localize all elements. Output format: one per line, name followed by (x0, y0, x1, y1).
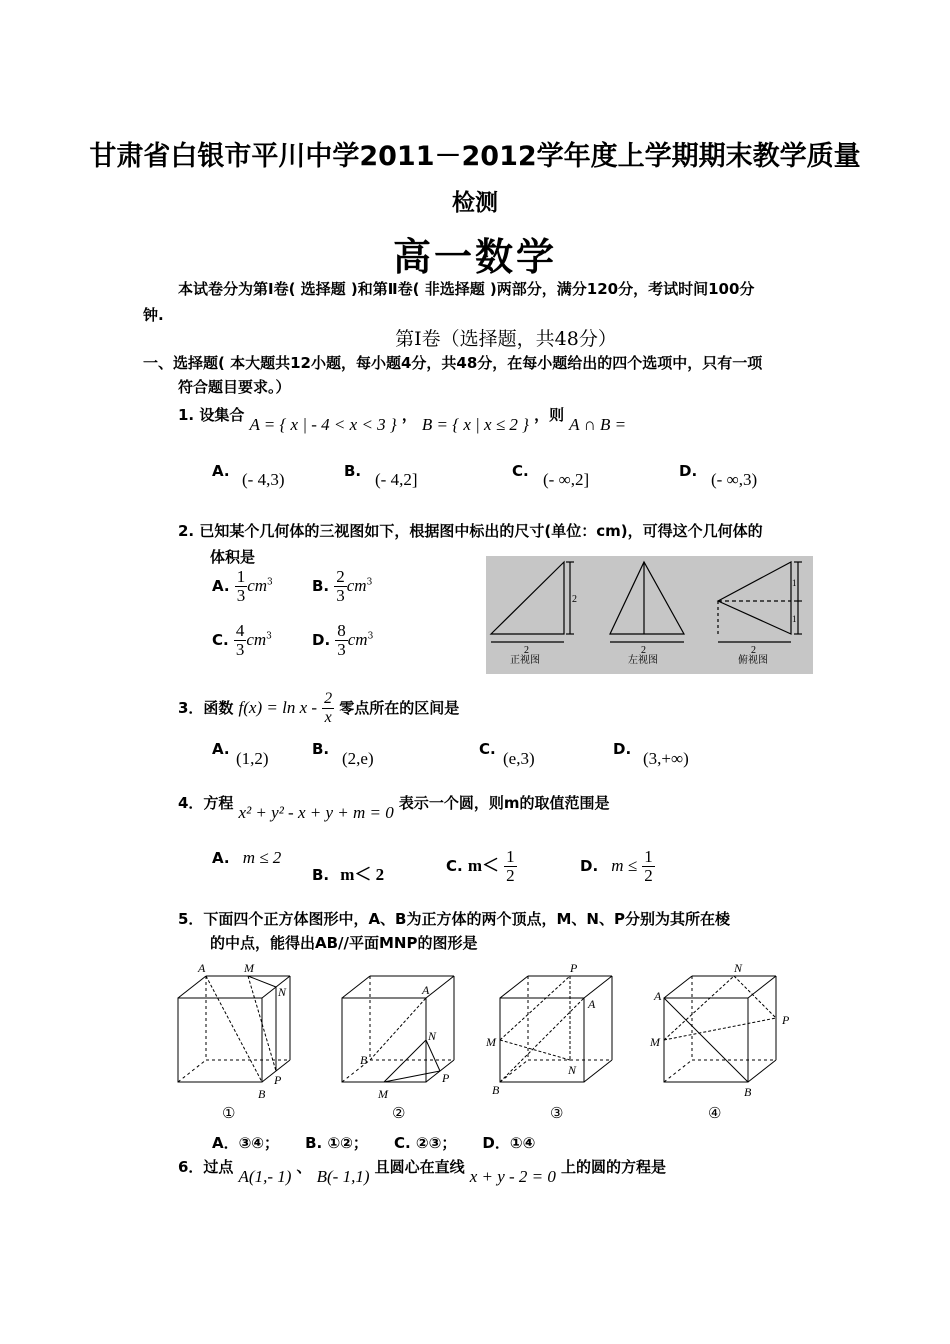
q4-label-a: A. (212, 849, 230, 867)
q1-option-b: (- 4,2] (375, 470, 418, 489)
q2-stem-line2: 体积是 (210, 548, 256, 566)
cube4-N: N (734, 961, 743, 975)
q6-stem: 6．过点 (178, 1158, 234, 1176)
q2-option-a (212, 568, 273, 605)
q2-option-d (312, 622, 373, 659)
q2-den-a: 3 (236, 586, 246, 605)
q2-unit-exp-b: 3 (366, 577, 373, 588)
q4-label-d: D. (580, 857, 599, 875)
q3-frac-den: x (324, 709, 332, 726)
q3-frac-num: 2 (324, 690, 333, 707)
q3-option-c: (e,3) (503, 749, 535, 768)
q2-option-b (312, 568, 372, 605)
q4-options (212, 848, 281, 868)
q2-unit-b: cm (346, 576, 367, 595)
q2-label-d: D. (312, 631, 331, 649)
part1-heading: 第Ⅰ卷（选择题，共48分） (395, 328, 617, 350)
q2-den-c: 3 (235, 640, 245, 659)
q4-stem: 4．方程 (178, 794, 234, 812)
cube4-B: B (744, 1085, 752, 1099)
q2-unit-exp-a: 3 (267, 577, 273, 588)
q2-unit-c: cm (246, 630, 267, 649)
q4-label-b: B. (312, 866, 330, 884)
front-width-label: 2 (524, 645, 529, 656)
q6-point-b: B(- 1,1) (316, 1167, 370, 1186)
q3-option-a: (1,2) (236, 749, 269, 768)
question-3 (178, 690, 459, 727)
q2-stem-line1: 2. 已知某个几何体的三视图如下，根据图中标出的尺寸(单位：cm)，可得这个几何体的 (178, 522, 763, 540)
cube3-B: B (492, 1083, 500, 1097)
cube2-A: A (422, 983, 430, 997)
q3-stem: 3．函数 (178, 699, 234, 717)
q2-unit-exp-c: 3 (266, 631, 272, 642)
three-view-figure (486, 556, 813, 674)
front-view-label: 正视图 (510, 655, 540, 666)
question-1 (178, 404, 627, 434)
q1-option-d: (- ∞,3) (711, 470, 758, 489)
q2-unit-d: cm (347, 630, 368, 649)
cube4-A: A (654, 989, 662, 1003)
q5-stem-line1: 5．下面四个正方体图形中，A、B为正方体的两个顶点，M、N、P分别为其所在棱 (178, 910, 730, 928)
q3-label-c: C. (479, 740, 496, 758)
intro-line1: 本试卷分为第Ⅰ卷( 选择题 )和第Ⅱ卷( 非选择题 )两部分，满分120分，考试时间100分 (178, 280, 755, 298)
q2-den-b: 3 (336, 586, 345, 605)
cube-label-3: ③ (550, 1106, 564, 1122)
q4-tail: 表示一个圆，则m的取值范围是 (398, 794, 610, 812)
q4-d-den: 2 (644, 866, 653, 885)
q3-tail: 零点所在的区间是 (339, 699, 460, 717)
q4-option-a: m ≤ 2 (242, 848, 282, 867)
q4-option-c-wrap (446, 848, 517, 885)
q3-option-b: (2,e) (342, 749, 374, 768)
cube4-M: M (650, 1035, 660, 1049)
q1-stem: 1. 设集合 (178, 406, 245, 424)
top-width-label: 2 (751, 645, 756, 656)
q4-label-c: C. (446, 857, 463, 875)
q4-c-den: 2 (506, 866, 515, 885)
cube4-P: P (782, 1013, 790, 1027)
section1-line1: 一、选择题( 本大题共12小题，每小题4分，共48分，在每小题给出的四个选项中，只有一项 (143, 354, 763, 372)
q6-tail: 上的圆的方程是 (560, 1158, 666, 1176)
q2-unit-a: cm (247, 576, 268, 595)
cube-4 (664, 976, 776, 1082)
front-height-label: 2 (572, 594, 577, 605)
q2-num-d: 8 (337, 621, 346, 640)
q1-set-b: B = { x | x ≤ 2 } (421, 415, 529, 434)
cube-label-4: ④ (708, 1106, 722, 1122)
cube2-M: M (378, 1087, 388, 1101)
q4-equation: x² + y² - x + y + m = 0 (238, 803, 394, 822)
q5-options: A．③④； B. ①②； C. ②③； D．①④ (212, 1134, 536, 1152)
section1-line2: 符合题目要求。） (178, 378, 291, 396)
q2-num-b: 2 (336, 567, 345, 586)
q5-stem-line2: 的中点，能得出AB//平面MNP的图形是 (210, 934, 478, 952)
q4-option-d-pre: m ≤ (611, 856, 638, 875)
q1-option-c: (- ∞,2] (543, 470, 590, 489)
cube-3 (500, 976, 612, 1082)
q1-expression: A ∩ B = (569, 415, 627, 434)
q3-function: f(x) = ln x - (238, 698, 318, 717)
q2-label-b: B. (312, 577, 330, 595)
q1-label-a: A. (212, 462, 230, 480)
top-upper-label: 1 (792, 578, 797, 588)
q4-c-num: 1 (506, 847, 515, 866)
q4-option-b: m＜ 2 (340, 865, 385, 884)
cube1-B: B (258, 1087, 266, 1101)
top-view-label: 俯视图 (738, 655, 768, 666)
cube3-P: P (570, 961, 578, 975)
cube1-A: A (198, 961, 206, 975)
q3-option-d: (3,+∞) (643, 749, 689, 768)
q2-unit-exp-d: 3 (367, 631, 374, 642)
cube3-N: N (568, 1063, 577, 1077)
q1-set-a: A = { x | - 4 < x < 3 } (249, 415, 397, 434)
top-lower-label: 1 (792, 614, 797, 624)
q1-label-b: B. (344, 462, 362, 480)
cube-2 (342, 976, 454, 1082)
exam-title-line2: 检测 (452, 190, 498, 216)
q2-label-c: C. (212, 631, 229, 649)
cube2-N: N (428, 1029, 437, 1043)
q1-label-c: C. (512, 462, 529, 480)
q3-label-b: B. (312, 740, 330, 758)
cube2-P: P (442, 1071, 450, 1085)
cube-label-2: ② (392, 1106, 406, 1122)
q1-tail: ，则 (534, 406, 565, 424)
q2-num-c: 4 (235, 621, 245, 640)
cube3-A: A (588, 997, 596, 1011)
side-width-label: 2 (641, 645, 646, 656)
cube3-M: M (486, 1035, 496, 1049)
question-4 (178, 792, 610, 822)
cube-1 (178, 976, 290, 1082)
cube-label-1: ① (222, 1106, 236, 1122)
q4-d-num: 1 (644, 847, 653, 866)
cube1-M: M (244, 961, 254, 975)
subject-title: 高一数学 (392, 234, 557, 279)
q2-label-a: A. (212, 577, 230, 595)
q6-mid: 且圆心在直线 (374, 1158, 465, 1176)
intro-line2: 钟. (143, 306, 164, 324)
side-view-label: 左视图 (628, 655, 658, 666)
cube1-N: N (278, 985, 287, 999)
q6-line: x + y - 2 = 0 (469, 1167, 556, 1186)
q2-num-a: 1 (236, 567, 246, 586)
q6-sep: 、 (296, 1158, 312, 1176)
q1-label-d: D. (679, 462, 698, 480)
q3-label-a: A. (212, 740, 230, 758)
q3-label-d: D. (613, 740, 632, 758)
q6-point-a: A(1,- 1) (238, 1167, 292, 1186)
q1-sep: ， (401, 406, 417, 424)
question-6 (178, 1156, 666, 1186)
cube1-P: P (274, 1073, 282, 1087)
exam-title-line1: 甘肃省白银市平川中学2011－2012学年度上学期期末教学质量 (89, 141, 861, 172)
q2-option-c (212, 622, 272, 659)
q4-option-d-wrap (580, 848, 655, 885)
q1-option-a: (- 4,3) (242, 470, 285, 489)
q2-den-d: 3 (337, 640, 346, 659)
cube2-B: B (360, 1053, 368, 1067)
cubes-figure (170, 958, 810, 1124)
q4-option-b-wrap (312, 860, 384, 885)
q4-option-c-pre: m＜ (467, 856, 499, 875)
